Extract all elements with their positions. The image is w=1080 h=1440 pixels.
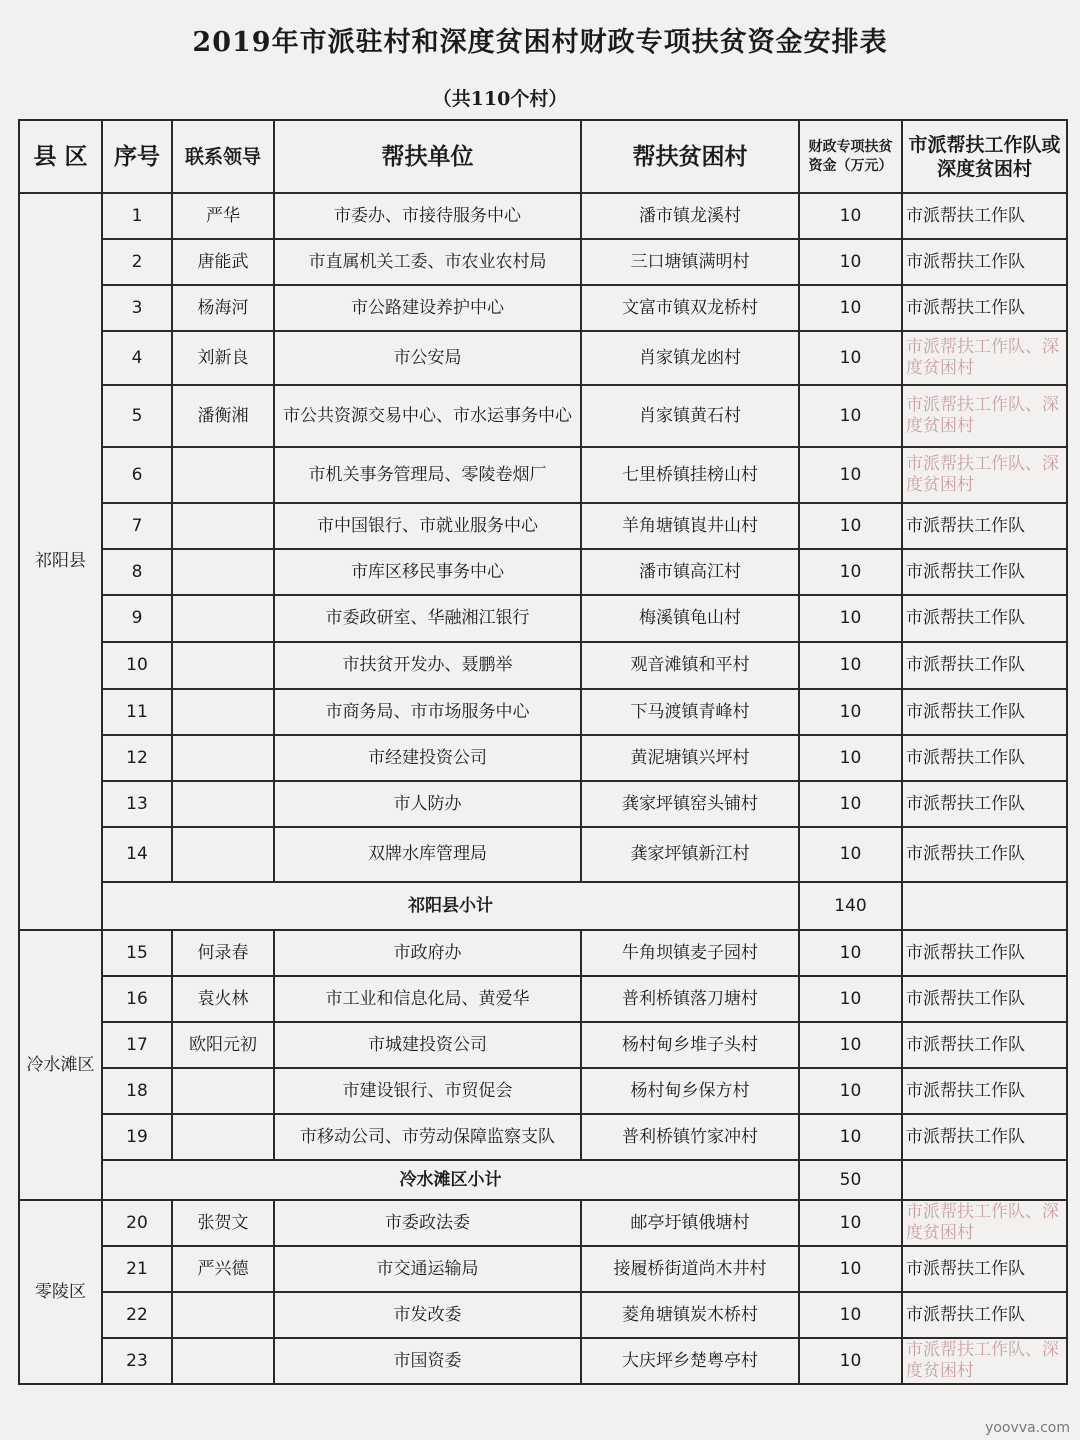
unit-cell: 市人防办 (274, 781, 581, 827)
leader-cell: 何录春 (172, 930, 274, 976)
header-county: 县 区 (19, 120, 102, 193)
type-cell: 市派帮扶工作队 (902, 1246, 1067, 1292)
type-cell: 市派帮扶工作队 (902, 689, 1067, 735)
type-cell: 市派帮扶工作队、深度贫困村 (902, 385, 1067, 447)
leader-cell: 张贺文 (172, 1200, 274, 1246)
unit-cell: 市建设银行、市贸促会 (274, 1068, 581, 1114)
seq-cell: 7 (102, 503, 172, 549)
fund-cell: 10 (799, 385, 902, 447)
village-cell: 接履桥街道尚木井村 (581, 1246, 799, 1292)
type-cell: 市派帮扶工作队 (902, 285, 1067, 331)
county-cell: 零陵区 (19, 1200, 102, 1384)
village-cell: 潘市镇高江村 (581, 549, 799, 595)
table-row (19, 549, 1067, 595)
type-cell: 市派帮扶工作队 (902, 930, 1067, 976)
leader-cell: 欧阳元初 (172, 1022, 274, 1068)
seq-cell: 11 (102, 689, 172, 735)
subtotal-label: 祁阳县小计 (102, 882, 799, 930)
unit-cell: 市机关事务管理局、零陵卷烟厂 (274, 447, 581, 503)
fund-cell: 10 (799, 781, 902, 827)
type-cell: 市派帮扶工作队、深度贫困村 (902, 1200, 1067, 1246)
seq-cell: 8 (102, 549, 172, 595)
type-cell: 市派帮扶工作队 (902, 193, 1067, 239)
seq-cell: 16 (102, 976, 172, 1022)
unit-cell: 市中国银行、市就业服务中心 (274, 503, 581, 549)
subtotal-label: 冷水滩区小计 (102, 1160, 799, 1200)
village-cell: 文富市镇双龙桥村 (581, 285, 799, 331)
seq-cell: 20 (102, 1200, 172, 1246)
leader-cell: 严华 (172, 193, 274, 239)
unit-cell: 市发改委 (274, 1292, 581, 1338)
seq-cell: 9 (102, 595, 172, 642)
village-cell: 龚家坪镇新江村 (581, 827, 799, 882)
leader-cell (172, 503, 274, 549)
table-row (19, 689, 1067, 735)
fund-cell: 10 (799, 239, 902, 285)
subtotal-value: 140 (799, 882, 902, 930)
leader-cell (172, 549, 274, 595)
unit-cell: 市公路建设养护中心 (274, 285, 581, 331)
village-cell: 普利桥镇落刀塘村 (581, 976, 799, 1022)
fund-cell: 10 (799, 827, 902, 882)
table-row (19, 1022, 1067, 1068)
village-cell: 梅溪镇龟山村 (581, 595, 799, 642)
type-cell: 市派帮扶工作队 (902, 781, 1067, 827)
seq-cell: 19 (102, 1114, 172, 1160)
seq-cell: 4 (102, 331, 172, 385)
table-row (19, 331, 1067, 385)
document-title: 2019年市派驻村和深度贫困村财政专项扶贫资金安排表 (192, 27, 888, 58)
village-cell: 普利桥镇竹家冲村 (581, 1114, 799, 1160)
seq-cell: 5 (102, 385, 172, 447)
village-cell: 大庆坪乡楚粤亭村 (581, 1338, 799, 1384)
subtotal-empty-cell (902, 882, 1067, 930)
leader-cell (172, 1068, 274, 1114)
village-cell: 邮亭圩镇俄塘村 (581, 1200, 799, 1246)
type-cell: 市派帮扶工作队 (902, 595, 1067, 642)
table-row (19, 827, 1067, 882)
seq-cell: 1 (102, 193, 172, 239)
fund-cell: 10 (799, 735, 902, 781)
fund-cell: 10 (799, 503, 902, 549)
village-cell: 肖家镇黄石村 (581, 385, 799, 447)
type-cell: 市派帮扶工作队 (902, 239, 1067, 285)
table-row (19, 447, 1067, 503)
header-village: 帮扶贫困村 (581, 120, 799, 193)
table-row (19, 503, 1067, 549)
seq-cell: 14 (102, 827, 172, 882)
village-cell: 杨村甸乡保方村 (581, 1068, 799, 1114)
table-row (19, 239, 1067, 285)
village-cell: 牛角坝镇麦子园村 (581, 930, 799, 976)
fund-cell: 10 (799, 331, 902, 385)
unit-cell: 市委政法委 (274, 1200, 581, 1246)
type-cell: 市派帮扶工作队、深度贫困村 (902, 331, 1067, 385)
table-row (19, 976, 1067, 1022)
table-row (19, 1114, 1067, 1160)
fund-cell: 10 (799, 689, 902, 735)
document-subtitle: （共110个村） (432, 88, 568, 110)
type-cell: 市派帮扶工作队 (902, 735, 1067, 781)
seq-cell: 18 (102, 1068, 172, 1114)
unit-cell: 市委政研室、华融湘江银行 (274, 595, 581, 642)
unit-cell: 市库区移民事务中心 (274, 549, 581, 595)
unit-cell: 市交通运输局 (274, 1246, 581, 1292)
subtotal-empty-cell (902, 1160, 1067, 1200)
type-cell: 市派帮扶工作队 (902, 503, 1067, 549)
fund-cell: 10 (799, 930, 902, 976)
header-type: 市派帮扶工作队或深度贫困村 (902, 120, 1067, 193)
unit-cell: 市移动公司、市劳动保障监察支队 (274, 1114, 581, 1160)
leader-cell (172, 642, 274, 689)
fund-cell: 10 (799, 976, 902, 1022)
fund-cell: 10 (799, 447, 902, 503)
unit-cell: 市政府办 (274, 930, 581, 976)
unit-cell: 市公安局 (274, 331, 581, 385)
table-row (19, 930, 1067, 976)
type-cell: 市派帮扶工作队 (902, 1068, 1067, 1114)
unit-cell: 市委办、市接待服务中心 (274, 193, 581, 239)
unit-cell: 市公共资源交易中心、市水运事务中心 (274, 385, 581, 447)
fund-cell: 10 (799, 1114, 902, 1160)
type-cell: 市派帮扶工作队 (902, 549, 1067, 595)
county-cell: 冷水滩区 (19, 930, 102, 1200)
village-cell: 黄泥塘镇兴坪村 (581, 735, 799, 781)
village-cell: 菱角塘镇炭木桥村 (581, 1292, 799, 1338)
leader-cell (172, 781, 274, 827)
seq-cell: 2 (102, 239, 172, 285)
type-cell: 市派帮扶工作队 (902, 827, 1067, 882)
table-body (19, 193, 1067, 1384)
table-row (19, 735, 1067, 781)
header-row (19, 120, 1067, 193)
table-row (19, 595, 1067, 642)
leader-cell (172, 735, 274, 781)
table-row (19, 1200, 1067, 1246)
subtotal-row (19, 1160, 1067, 1200)
leader-cell (172, 447, 274, 503)
table-row (19, 1292, 1067, 1338)
fund-cell: 10 (799, 549, 902, 595)
leader-cell: 唐能武 (172, 239, 274, 285)
village-cell: 七里桥镇挂榜山村 (581, 447, 799, 503)
unit-cell: 市扶贫开发办、聂鹏举 (274, 642, 581, 689)
fund-allocation-table (18, 119, 1068, 1385)
table-row (19, 385, 1067, 447)
leader-cell (172, 1114, 274, 1160)
type-cell: 市派帮扶工作队 (902, 1292, 1067, 1338)
fund-cell: 10 (799, 1068, 902, 1114)
village-cell: 肖家镇龙凼村 (581, 331, 799, 385)
table-row (19, 781, 1067, 827)
watermark: yoovva.com (985, 1420, 1070, 1436)
fund-cell: 10 (799, 1292, 902, 1338)
unit-cell: 市工业和信息化局、黄爱华 (274, 976, 581, 1022)
leader-cell (172, 1338, 274, 1384)
seq-cell: 23 (102, 1338, 172, 1384)
fund-cell: 10 (799, 1200, 902, 1246)
type-cell: 市派帮扶工作队 (902, 1114, 1067, 1160)
leader-cell: 潘衡湘 (172, 385, 274, 447)
leader-cell (172, 689, 274, 735)
header-seq: 序号 (102, 120, 172, 193)
village-cell: 三口塘镇满明村 (581, 239, 799, 285)
seq-cell: 17 (102, 1022, 172, 1068)
table-row (19, 1068, 1067, 1114)
village-cell: 龚家坪镇窑头铺村 (581, 781, 799, 827)
seq-cell: 13 (102, 781, 172, 827)
table-row (19, 1338, 1067, 1384)
county-cell: 祁阳县 (19, 193, 102, 930)
leader-cell: 刘新良 (172, 331, 274, 385)
type-cell: 市派帮扶工作队 (902, 976, 1067, 1022)
unit-cell: 市直属机关工委、市农业农村局 (274, 239, 581, 285)
seq-cell: 6 (102, 447, 172, 503)
seq-cell: 12 (102, 735, 172, 781)
fund-cell: 10 (799, 285, 902, 331)
subtotal-value: 50 (799, 1160, 902, 1200)
table-row (19, 193, 1067, 239)
unit-cell: 双牌水库管理局 (274, 827, 581, 882)
unit-cell: 市城建投资公司 (274, 1022, 581, 1068)
leader-cell: 严兴德 (172, 1246, 274, 1292)
village-cell: 羊角塘镇崀井山村 (581, 503, 799, 549)
leader-cell (172, 827, 274, 882)
village-cell: 观音滩镇和平村 (581, 642, 799, 689)
leader-cell: 杨海河 (172, 285, 274, 331)
type-cell: 市派帮扶工作队 (902, 642, 1067, 689)
table-row (19, 642, 1067, 689)
village-cell: 下马渡镇青峰村 (581, 689, 799, 735)
seq-cell: 22 (102, 1292, 172, 1338)
village-cell: 杨村甸乡堆子头村 (581, 1022, 799, 1068)
header-unit: 帮扶单位 (274, 120, 581, 193)
fund-cell: 10 (799, 1338, 902, 1384)
leader-cell: 袁火林 (172, 976, 274, 1022)
header-fund: 财政专项扶贫资金（万元） (799, 120, 902, 193)
seq-cell: 10 (102, 642, 172, 689)
fund-cell: 10 (799, 1022, 902, 1068)
village-cell: 潘市镇龙溪村 (581, 193, 799, 239)
leader-cell (172, 595, 274, 642)
seq-cell: 21 (102, 1246, 172, 1292)
type-cell: 市派帮扶工作队、深度贫困村 (902, 1338, 1067, 1384)
header-leader: 联系领导 (172, 120, 274, 193)
unit-cell: 市国资委 (274, 1338, 581, 1384)
seq-cell: 15 (102, 930, 172, 976)
subtotal-row (19, 882, 1067, 930)
unit-cell: 市经建投资公司 (274, 735, 581, 781)
leader-cell (172, 1292, 274, 1338)
unit-cell: 市商务局、市市场服务中心 (274, 689, 581, 735)
fund-cell: 10 (799, 1246, 902, 1292)
type-cell: 市派帮扶工作队 (902, 1022, 1067, 1068)
table-row (19, 285, 1067, 331)
fund-cell: 10 (799, 642, 902, 689)
fund-cell: 10 (799, 193, 902, 239)
type-cell: 市派帮扶工作队、深度贫困村 (902, 447, 1067, 503)
seq-cell: 3 (102, 285, 172, 331)
fund-cell: 10 (799, 595, 902, 642)
table-row (19, 1246, 1067, 1292)
